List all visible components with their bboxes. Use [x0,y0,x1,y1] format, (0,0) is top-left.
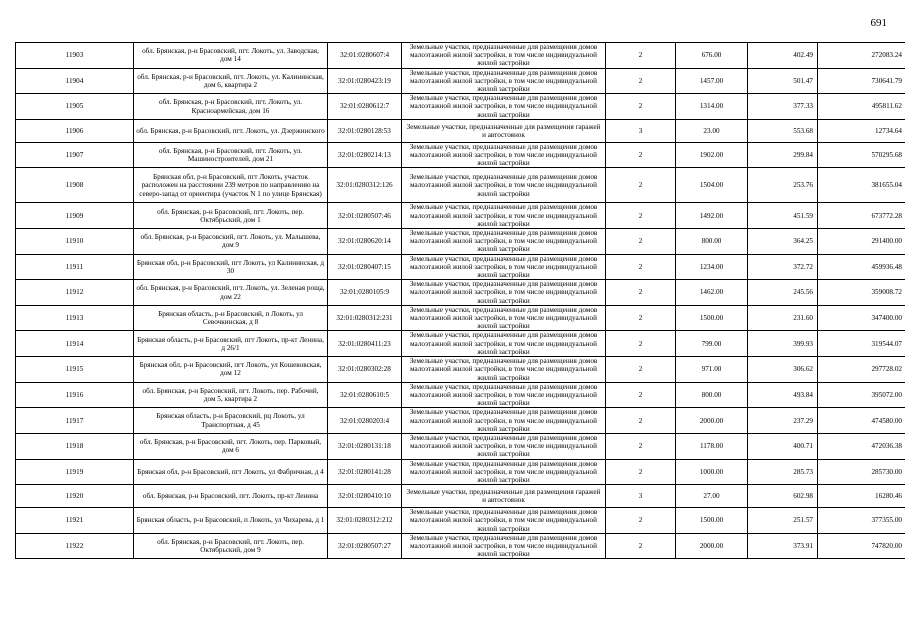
address-cell: обл. Брянская, р-н Брасовский, пгт. Локоть, пер. Октябрьский, дом 9 [134,533,328,559]
land-use-cell: Земельные участки, предназначенные для размещения гаражей и автостоянок [402,119,606,142]
land-use-cell: Земельные участки, предназначенные для размещения домов малоэтажной жилой застройки, в том числе индивидуальной жилой застройки [402,142,606,168]
cadastral-number-cell: 32:01:0280312:126 [328,168,402,203]
cadastral-value-cell: 319544.07 [818,331,905,357]
group-cell: 2 [606,382,676,408]
group-cell: 2 [606,68,676,94]
address-cell: Брянская обл, р-н Брасовский, пгт Локоть, ул Фабричная, д 4 [134,459,328,485]
land-use-cell: Земельные участки, предназначенные для размещения домов малоэтажной жилой застройки, в том числе индивидуальной жилой застройки [402,43,606,69]
area-cell: 1504.00 [676,168,748,203]
land-use-cell: Земельные участки, предназначенные для размещения домов малоэтажной жилой застройки, в том числе индивидуальной жилой застройки [402,305,606,331]
address-cell: Брянская область, р-н Брасовский, рц Локоть, ул Транспортная, д 45 [134,408,328,434]
address-cell: обл. Брянская, р-н Брасовский, пгт. Локоть, ул. Малышева, дом 9 [134,229,328,255]
specific-value-cell: 553.68 [748,119,818,142]
group-cell: 2 [606,280,676,306]
group-cell: 2 [606,459,676,485]
address-cell: обл. Брянская, р-н Брасовский, пгт. Локоть, пер. Октябрьский, дом 1 [134,203,328,229]
address-cell: Брянская область, р-н Брасовский, пгт Локоть, пр-кт Ленина, д 26/1 [134,331,328,357]
table-row [16,459,905,485]
table-row [16,229,905,255]
land-use-cell: Земельные участки, предназначенные для размещения домов малоэтажной жилой застройки, в том числе индивидуальной жилой застройки [402,508,606,534]
table-row [16,331,905,357]
area-cell: 1462.00 [676,280,748,306]
land-use-cell: Земельные участки, предназначенные для размещения домов малоэтажной жилой застройки, в том числе индивидуальной жилой застройки [402,533,606,559]
specific-value-cell: 251.57 [748,508,818,534]
cadastral-number-cell: 32:01:0280312:212 [328,508,402,534]
specific-value-cell: 306.62 [748,357,818,383]
cadastral-value-cell: 673772.28 [818,203,905,229]
address-cell: Брянская область, р-н Брасовский, п Локоть, ул Севочкинская, д 8 [134,305,328,331]
address-cell: обл. Брянская, р-н Брасовский, пгт. Локоть, пер. Рабочий, дом 5, квартира 2 [134,382,328,408]
cadastral-value-cell: 495811.62 [818,94,905,120]
area-cell: 1178.00 [676,433,748,459]
row-number: 11922 [16,533,134,559]
cadastral-value-cell: 730641.79 [818,68,905,94]
cadastral-value-cell: 381655.04 [818,168,905,203]
area-cell: 2000.00 [676,533,748,559]
cadastral-value-cell: 272083.24 [818,43,905,69]
cadastral-number-cell: 32:01:0280620:14 [328,229,402,255]
table-row [16,254,905,280]
specific-value-cell: 364.25 [748,229,818,255]
group-cell: 2 [606,168,676,203]
group-cell: 2 [606,508,676,534]
area-cell: 1500.00 [676,508,748,534]
row-number: 11913 [16,305,134,331]
cadastral-value-cell: 12734.64 [818,119,905,142]
table-row [16,305,905,331]
specific-value-cell: 493.84 [748,382,818,408]
cadastral-value-table [15,42,905,559]
row-number: 11906 [16,119,134,142]
land-use-cell: Земельные участки, предназначенные для размещения домов малоэтажной жилой застройки, в том числе индивидуальной жилой застройки [402,459,606,485]
group-cell: 2 [606,142,676,168]
specific-value-cell: 602.98 [748,485,818,508]
row-number: 11916 [16,382,134,408]
group-cell: 2 [606,203,676,229]
table-row [16,168,905,203]
cadastral-number-cell: 32:01:0280131:18 [328,433,402,459]
group-cell: 2 [606,229,676,255]
cadastral-number-cell: 32:01:0280312:231 [328,305,402,331]
address-cell: Брянская обл, р-н Брасовский, пгт Локоть, ул Кошевовская, дом 12 [134,357,328,383]
cadastral-number-cell: 32:01:0280507:46 [328,203,402,229]
cadastral-value-cell: 359008.72 [818,280,905,306]
cadastral-value-cell: 474580.00 [818,408,905,434]
specific-value-cell: 377.33 [748,94,818,120]
group-cell: 2 [606,331,676,357]
cadastral-number-cell: 32:01:0280607:4 [328,43,402,69]
area-cell: 1492.00 [676,203,748,229]
land-use-cell: Земельные участки, предназначенные для размещения домов малоэтажной жилой застройки, в том числе индивидуальной жилой застройки [402,203,606,229]
address-cell: обл. Брянская, р-н Брасовский, пгт. Локоть, ул. Красноармейская, дом 16 [134,94,328,120]
area-cell: 1902.00 [676,142,748,168]
address-cell: обл. Брянская, р-н Брасовский, пгт. Локоть, ул. Машиностроителей, дом 21 [134,142,328,168]
specific-value-cell: 245.56 [748,280,818,306]
row-number: 11903 [16,43,134,69]
land-use-cell: Земельные участки, предназначенные для размещения домов малоэтажной жилой застройки, в том числе индивидуальной жилой застройки [402,357,606,383]
cadastral-number-cell: 32:01:0280407:15 [328,254,402,280]
row-number: 11909 [16,203,134,229]
table-row [16,280,905,306]
group-cell: 2 [606,357,676,383]
area-cell: 1500.00 [676,305,748,331]
specific-value-cell: 285.73 [748,459,818,485]
address-cell: обл. Брянская, р-н Брасовский, пгт. Локоть, ул. Зеленая роща, дом 22 [134,280,328,306]
cadastral-number-cell: 32:01:0280203:4 [328,408,402,434]
land-use-cell: Земельные участки, предназначенные для размещения домов малоэтажной жилой застройки, в том числе индивидуальной жилой застройки [402,382,606,408]
cadastral-number-cell: 32:01:0280423:19 [328,68,402,94]
land-use-cell: Земельные участки, предназначенные для размещения домов малоэтажной жилой застройки, в том числе индивидуальной жилой застройки [402,331,606,357]
cadastral-value-cell: 395072.00 [818,382,905,408]
land-use-cell: Земельные участки, предназначенные для размещения домов малоэтажной жилой застройки, в том числе индивидуальной жилой застройки [402,433,606,459]
specific-value-cell: 501.47 [748,68,818,94]
row-number: 11905 [16,94,134,120]
group-cell: 2 [606,94,676,120]
address-cell: Брянская обл, р-н Брасовский, пгт Локоть, участок расположен на расстоянии 239 метров по направлению на северо-запад от ориентира (участок N 1 по улице Брянская) [134,168,328,203]
address-cell: обл. Брянская, р-н Брасовский, пгт. Локоть, ул. Дзержинского [134,119,328,142]
table-row [16,485,905,508]
cadastral-value-cell: 291400.00 [818,229,905,255]
land-use-cell: Земельные участки, предназначенные для размещения домов малоэтажной жилой застройки, в том числе индивидуальной жилой застройки [402,168,606,203]
group-cell: 2 [606,305,676,331]
row-number: 11920 [16,485,134,508]
cadastral-value-cell: 747820.00 [818,533,905,559]
cadastral-value-cell: 570295.68 [818,142,905,168]
area-cell: 1457.00 [676,68,748,94]
specific-value-cell: 399.93 [748,331,818,357]
area-cell: 799.00 [676,331,748,357]
land-use-cell: Земельные участки, предназначенные для размещения домов малоэтажной жилой застройки, в том числе индивидуальной жилой застройки [402,254,606,280]
row-number: 11917 [16,408,134,434]
cadastral-number-cell: 32:01:0280141:28 [328,459,402,485]
row-number: 11908 [16,168,134,203]
address-cell: обл. Брянская, р-н Брасовский, пгт. Локоть, пер. Парковый, дом 6 [134,433,328,459]
land-use-cell: Земельные участки, предназначенные для размещения домов малоэтажной жилой застройки, в том числе индивидуальной жилой застройки [402,408,606,434]
specific-value-cell: 237.29 [748,408,818,434]
table-body [16,43,905,559]
group-cell: 2 [606,254,676,280]
cadastral-value-cell: 297728.02 [818,357,905,383]
area-cell: 1000.00 [676,459,748,485]
row-number: 11914 [16,331,134,357]
land-use-cell: Земельные участки, предназначенные для размещения домов малоэтажной жилой застройки, в том числе индивидуальной жилой застройки [402,229,606,255]
land-use-cell: Земельные участки, предназначенные для размещения гаражей и автостоянок [402,485,606,508]
address-cell: обл. Брянская, р-н Брасовский, пгт. Локоть, ул. Заводская, дом 14 [134,43,328,69]
table-row [16,508,905,534]
table-row [16,357,905,383]
table-row [16,533,905,559]
table-row [16,43,905,69]
cadastral-number-cell: 32:01:0280411:23 [328,331,402,357]
group-cell: 2 [606,408,676,434]
area-cell: 971.00 [676,357,748,383]
group-cell: 2 [606,533,676,559]
table-row [16,433,905,459]
address-cell: Брянская обл, р-н Брасовский, пгт Локоть, ул Калининская, д 30 [134,254,328,280]
row-number: 11911 [16,254,134,280]
table-row [16,68,905,94]
specific-value-cell: 373.91 [748,533,818,559]
table-row [16,203,905,229]
area-cell: 27.00 [676,485,748,508]
cadastral-number-cell: 32:01:0280507:27 [328,533,402,559]
area-cell: 676.00 [676,43,748,69]
cadastral-value-cell: 285730.00 [818,459,905,485]
cadastral-value-cell: 472036.38 [818,433,905,459]
table-row [16,94,905,120]
table-row [16,382,905,408]
specific-value-cell: 402.49 [748,43,818,69]
area-cell: 800.00 [676,229,748,255]
row-number: 11918 [16,433,134,459]
specific-value-cell: 400.71 [748,433,818,459]
table-row [16,142,905,168]
specific-value-cell: 372.72 [748,254,818,280]
land-use-cell: Земельные участки, предназначенные для размещения домов малоэтажной жилой застройки, в том числе индивидуальной жилой застройки [402,68,606,94]
cadastral-value-cell: 347400.00 [818,305,905,331]
group-cell: 2 [606,433,676,459]
table-row [16,408,905,434]
row-number: 11910 [16,229,134,255]
area-cell: 1314.00 [676,94,748,120]
land-use-cell: Земельные участки, предназначенные для размещения домов малоэтажной жилой застройки, в том числе индивидуальной жилой застройки [402,94,606,120]
cadastral-number-cell: 32:01:0280105:9 [328,280,402,306]
group-cell: 2 [606,43,676,69]
row-number: 11904 [16,68,134,94]
cadastral-value-cell: 377355.00 [818,508,905,534]
row-number: 11919 [16,459,134,485]
address-cell: Брянская область, р-н Брасовский, п Локоть, ул Чихарева, д 1 [134,508,328,534]
cadastral-number-cell: 32:01:0280128:53 [328,119,402,142]
cadastral-number-cell: 32:01:0280610:5 [328,382,402,408]
cadastral-number-cell: 32:01:0280612:7 [328,94,402,120]
area-cell: 800.00 [676,382,748,408]
land-use-cell: Земельные участки, предназначенные для размещения домов малоэтажной жилой застройки, в том числе индивидуальной жилой застройки [402,280,606,306]
address-cell: обл. Брянская, р-н Брасовский, пгт. Локоть, пр-кт Ленина [134,485,328,508]
specific-value-cell: 253.76 [748,168,818,203]
row-number: 11912 [16,280,134,306]
area-cell: 1234.00 [676,254,748,280]
row-number: 11907 [16,142,134,168]
specific-value-cell: 451.59 [748,203,818,229]
specific-value-cell: 231.60 [748,305,818,331]
address-cell: обл. Брянская, р-н Брасовский, пгт. Локоть, ул. Калининская, дом 6, квартира 2 [134,68,328,94]
cadastral-number-cell: 32:01:0280410:10 [328,485,402,508]
cadastral-value-cell: 16280.46 [818,485,905,508]
area-cell: 2000.00 [676,408,748,434]
row-number: 11915 [16,357,134,383]
cadastral-value-cell: 459936.48 [818,254,905,280]
cadastral-number-cell: 32:01:0280302:28 [328,357,402,383]
row-number: 11921 [16,508,134,534]
area-cell: 23.00 [676,119,748,142]
table-row [16,119,905,142]
group-cell: 3 [606,485,676,508]
specific-value-cell: 299.84 [748,142,818,168]
cadastral-number-cell: 32:01:0280214:13 [328,142,402,168]
group-cell: 3 [606,119,676,142]
page-number: 691 [870,17,887,29]
